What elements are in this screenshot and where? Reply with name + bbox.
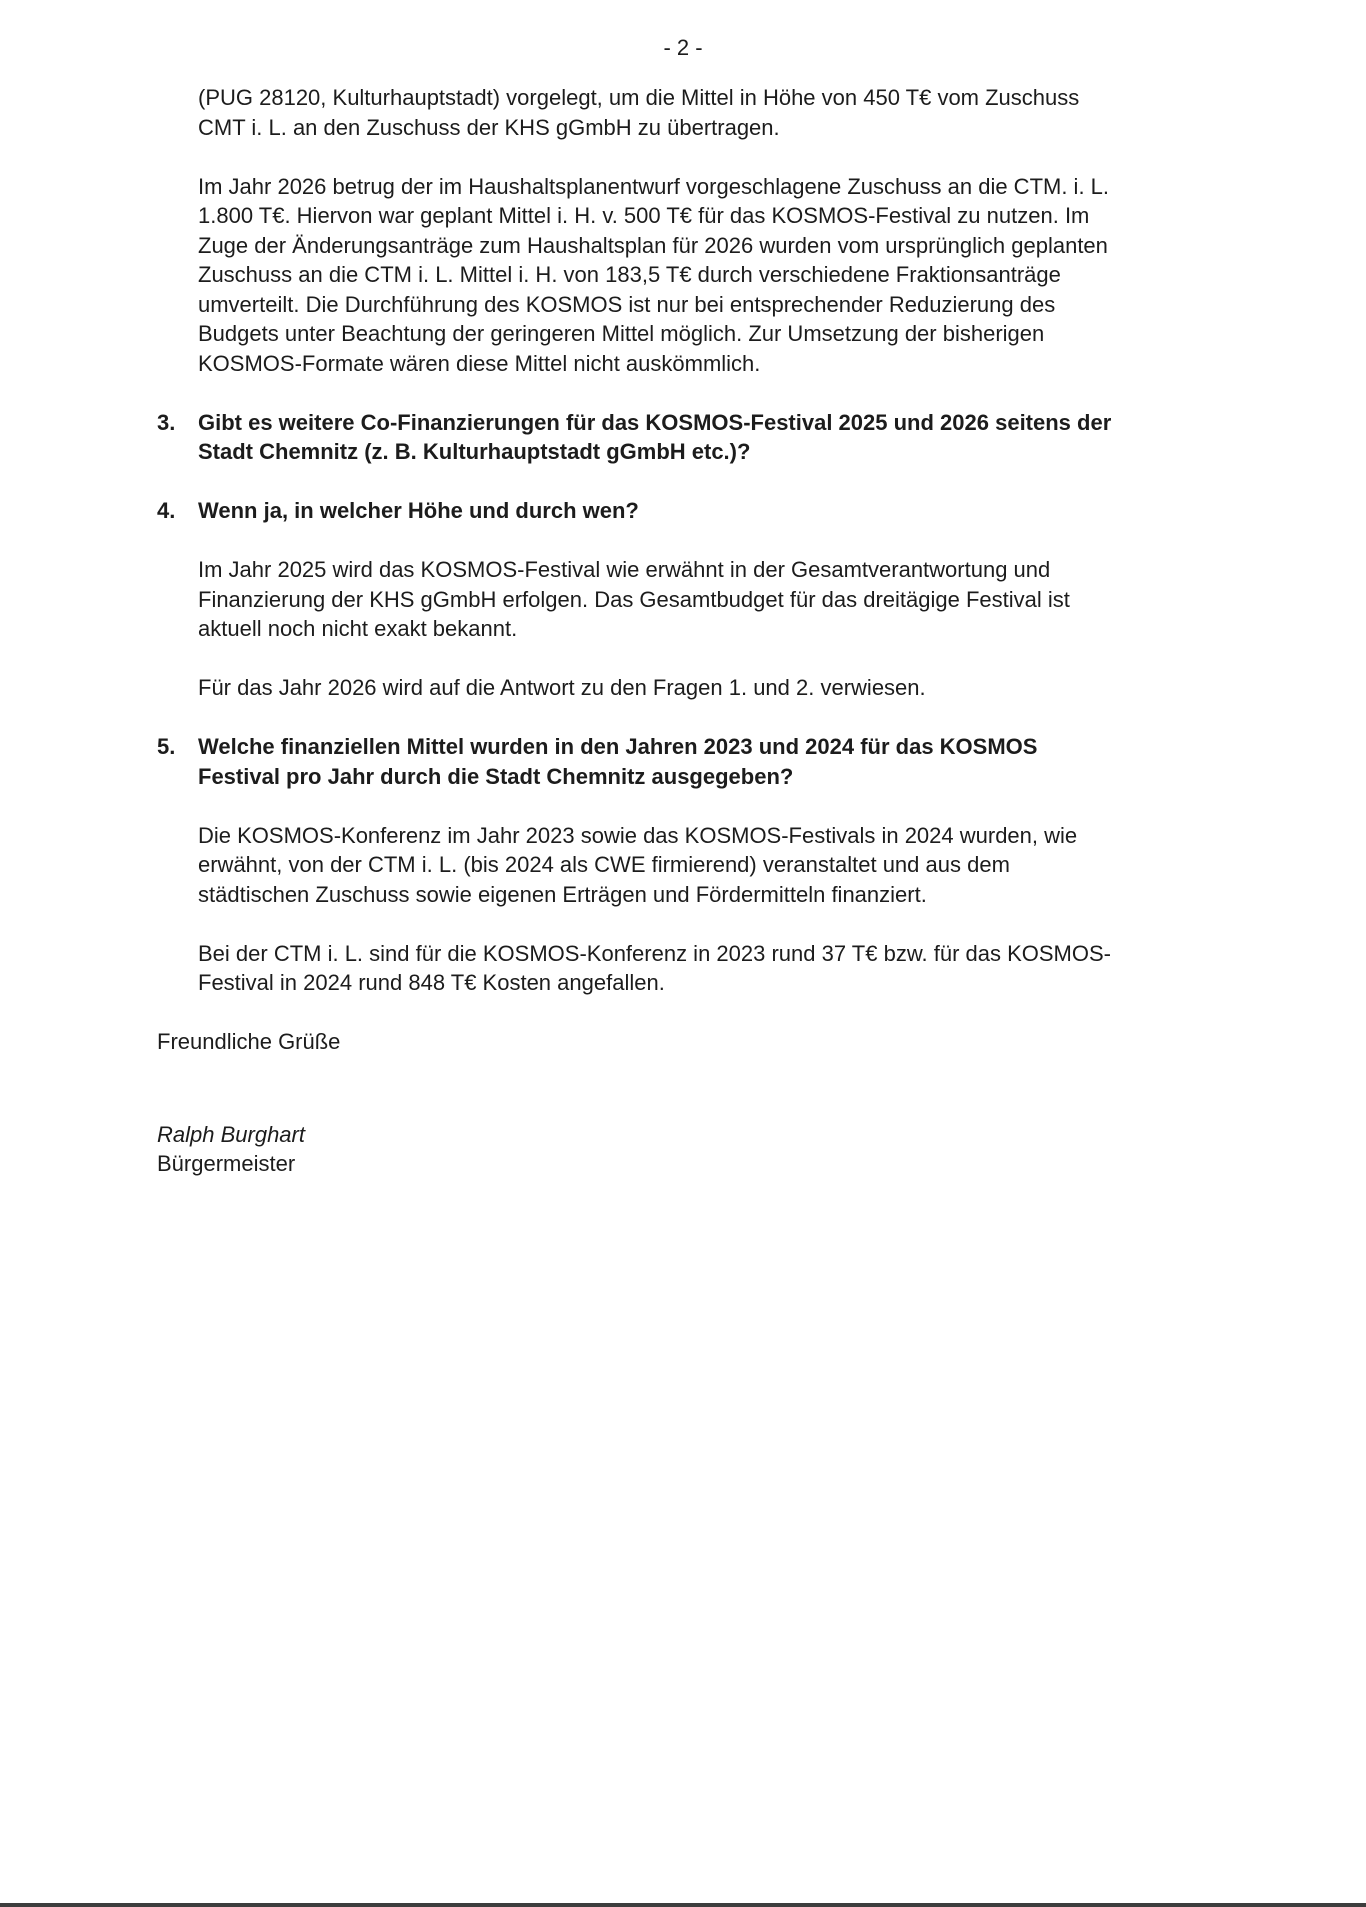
paragraph-answer-2026-reference [198,673,1287,703]
text-line: Die KOSMOS-Konferenz im Jahr 2023 sowie das KOSMOS-Festivals in 2024 wurden, wie [198,822,1078,848]
text-line: Finanzierung der KHS gGmbH erfolgen. Das Gesamtbudget für das dreitägige Festival ist [198,586,1070,612]
text-line: Budgets unter Beachtung der geringeren Mittel möglich. Zur Umsetzung der bisherigen [198,321,1045,346]
text-line: Im Jahr 2026 betrug der im Haushaltsplanentwurf vorgeschlagene Zuschuss an die CTM. i. L. [198,173,1110,199]
paragraph-intro [198,83,1287,142]
question-5-number: 5. [157,734,176,759]
text-line: Stadt Chemnitz (z. B. Kulturhauptstadt gGmbH etc.)? [198,439,751,464]
signature-title: Bürgermeister [157,1151,296,1176]
text-line: städtischen Zuschuss sowie eigenen Erträgen und Fördermitteln finanziert. [198,881,927,907]
text-line: aktuell noch nicht exakt bekannt. [198,616,518,641]
text-line: Welche finanziellen Mittel wurden in den Jahren 2023 und 2024 für das KOSMOS [198,734,1038,759]
text-line: Zuge der Änderungsanträge zum Haushaltsplan für 2026 wurden vom ursprünglich geplanten [198,232,1108,258]
paragraph-answer-2025 [198,555,1287,644]
text-line: Im Jahr 2025 wird das KOSMOS-Festival wie erwähnt in der Gesamtverantwortung und [198,557,1051,582]
question-5 [157,732,1287,791]
text-line: Für das Jahr 2026 wird auf die Antwort zu den Fragen 1. und 2. verwiesen. [198,675,926,700]
text-line: Zuschuss an die CTM i. L. Mittel i. H. von 183,5 T€ durch verschiedene Fraktionsanträge [198,262,1061,287]
question-4 [157,496,1287,526]
text-line: (PUG 28120, Kulturhauptstadt) vorgelegt, um die Mittel in Höhe von 450 T€ vom Zuschuss [198,85,1080,110]
page-bottom-edge [0,1903,1366,1907]
text-line: erwähnt, von der CTM i. L. (bis 2024 als CWE firmierend) veranstaltet und aus dem [198,852,1010,877]
question-5-text [198,732,1037,791]
closing-salutation: Freundliche Grüße [157,1029,341,1054]
text-line: 1.800 T€. Hiervon war geplant Mittel i. H. v. 500 T€ für das KOSMOS-Festival zu nutzen. Im [198,203,1090,228]
question-3 [157,408,1287,467]
text-line: Gibt es weitere Co-Finanzierungen für das KOSMOS-Festival 2025 und 2026 seitens der [198,409,1112,435]
question-3-text [198,408,1111,467]
paragraph-costs [198,939,1287,998]
text-line: Festival in 2024 rund 848 T€ Kosten angefallen. [198,970,665,995]
signature-name: Ralph Burghart [157,1121,305,1147]
text-line: Festival pro Jahr durch die Stadt Chemnitz ausgegeben? [198,763,794,789]
paragraph-answer-2023-2024 [198,821,1287,910]
text-line: KOSMOS-Formate wären diese Mittel nicht auskömmlich. [198,350,761,376]
question-3-number: 3. [157,409,176,435]
text-line: Bei der CTM i. L. sind für die KOSMOS-Konferenz in 2023 rund 37 T€ bzw. für das KOSMOS- [198,940,1111,966]
question-4-number: 4. [157,498,176,523]
text-line: Wenn ja, in welcher Höhe und durch wen? [198,498,639,523]
text-line: CMT i. L. an den Zuschuss der KHS gGmbH zu übertragen. [198,114,780,140]
page-content [157,83,1287,1179]
question-4-text [198,496,639,526]
signature-block [157,1120,1287,1179]
text-line: umverteilt. Die Durchführung des KOSMOS ist nur bei entsprechender Reduzierung des [198,291,1056,317]
paragraph-budget-2026 [198,172,1287,379]
page-number: - 2 - [663,35,703,60]
